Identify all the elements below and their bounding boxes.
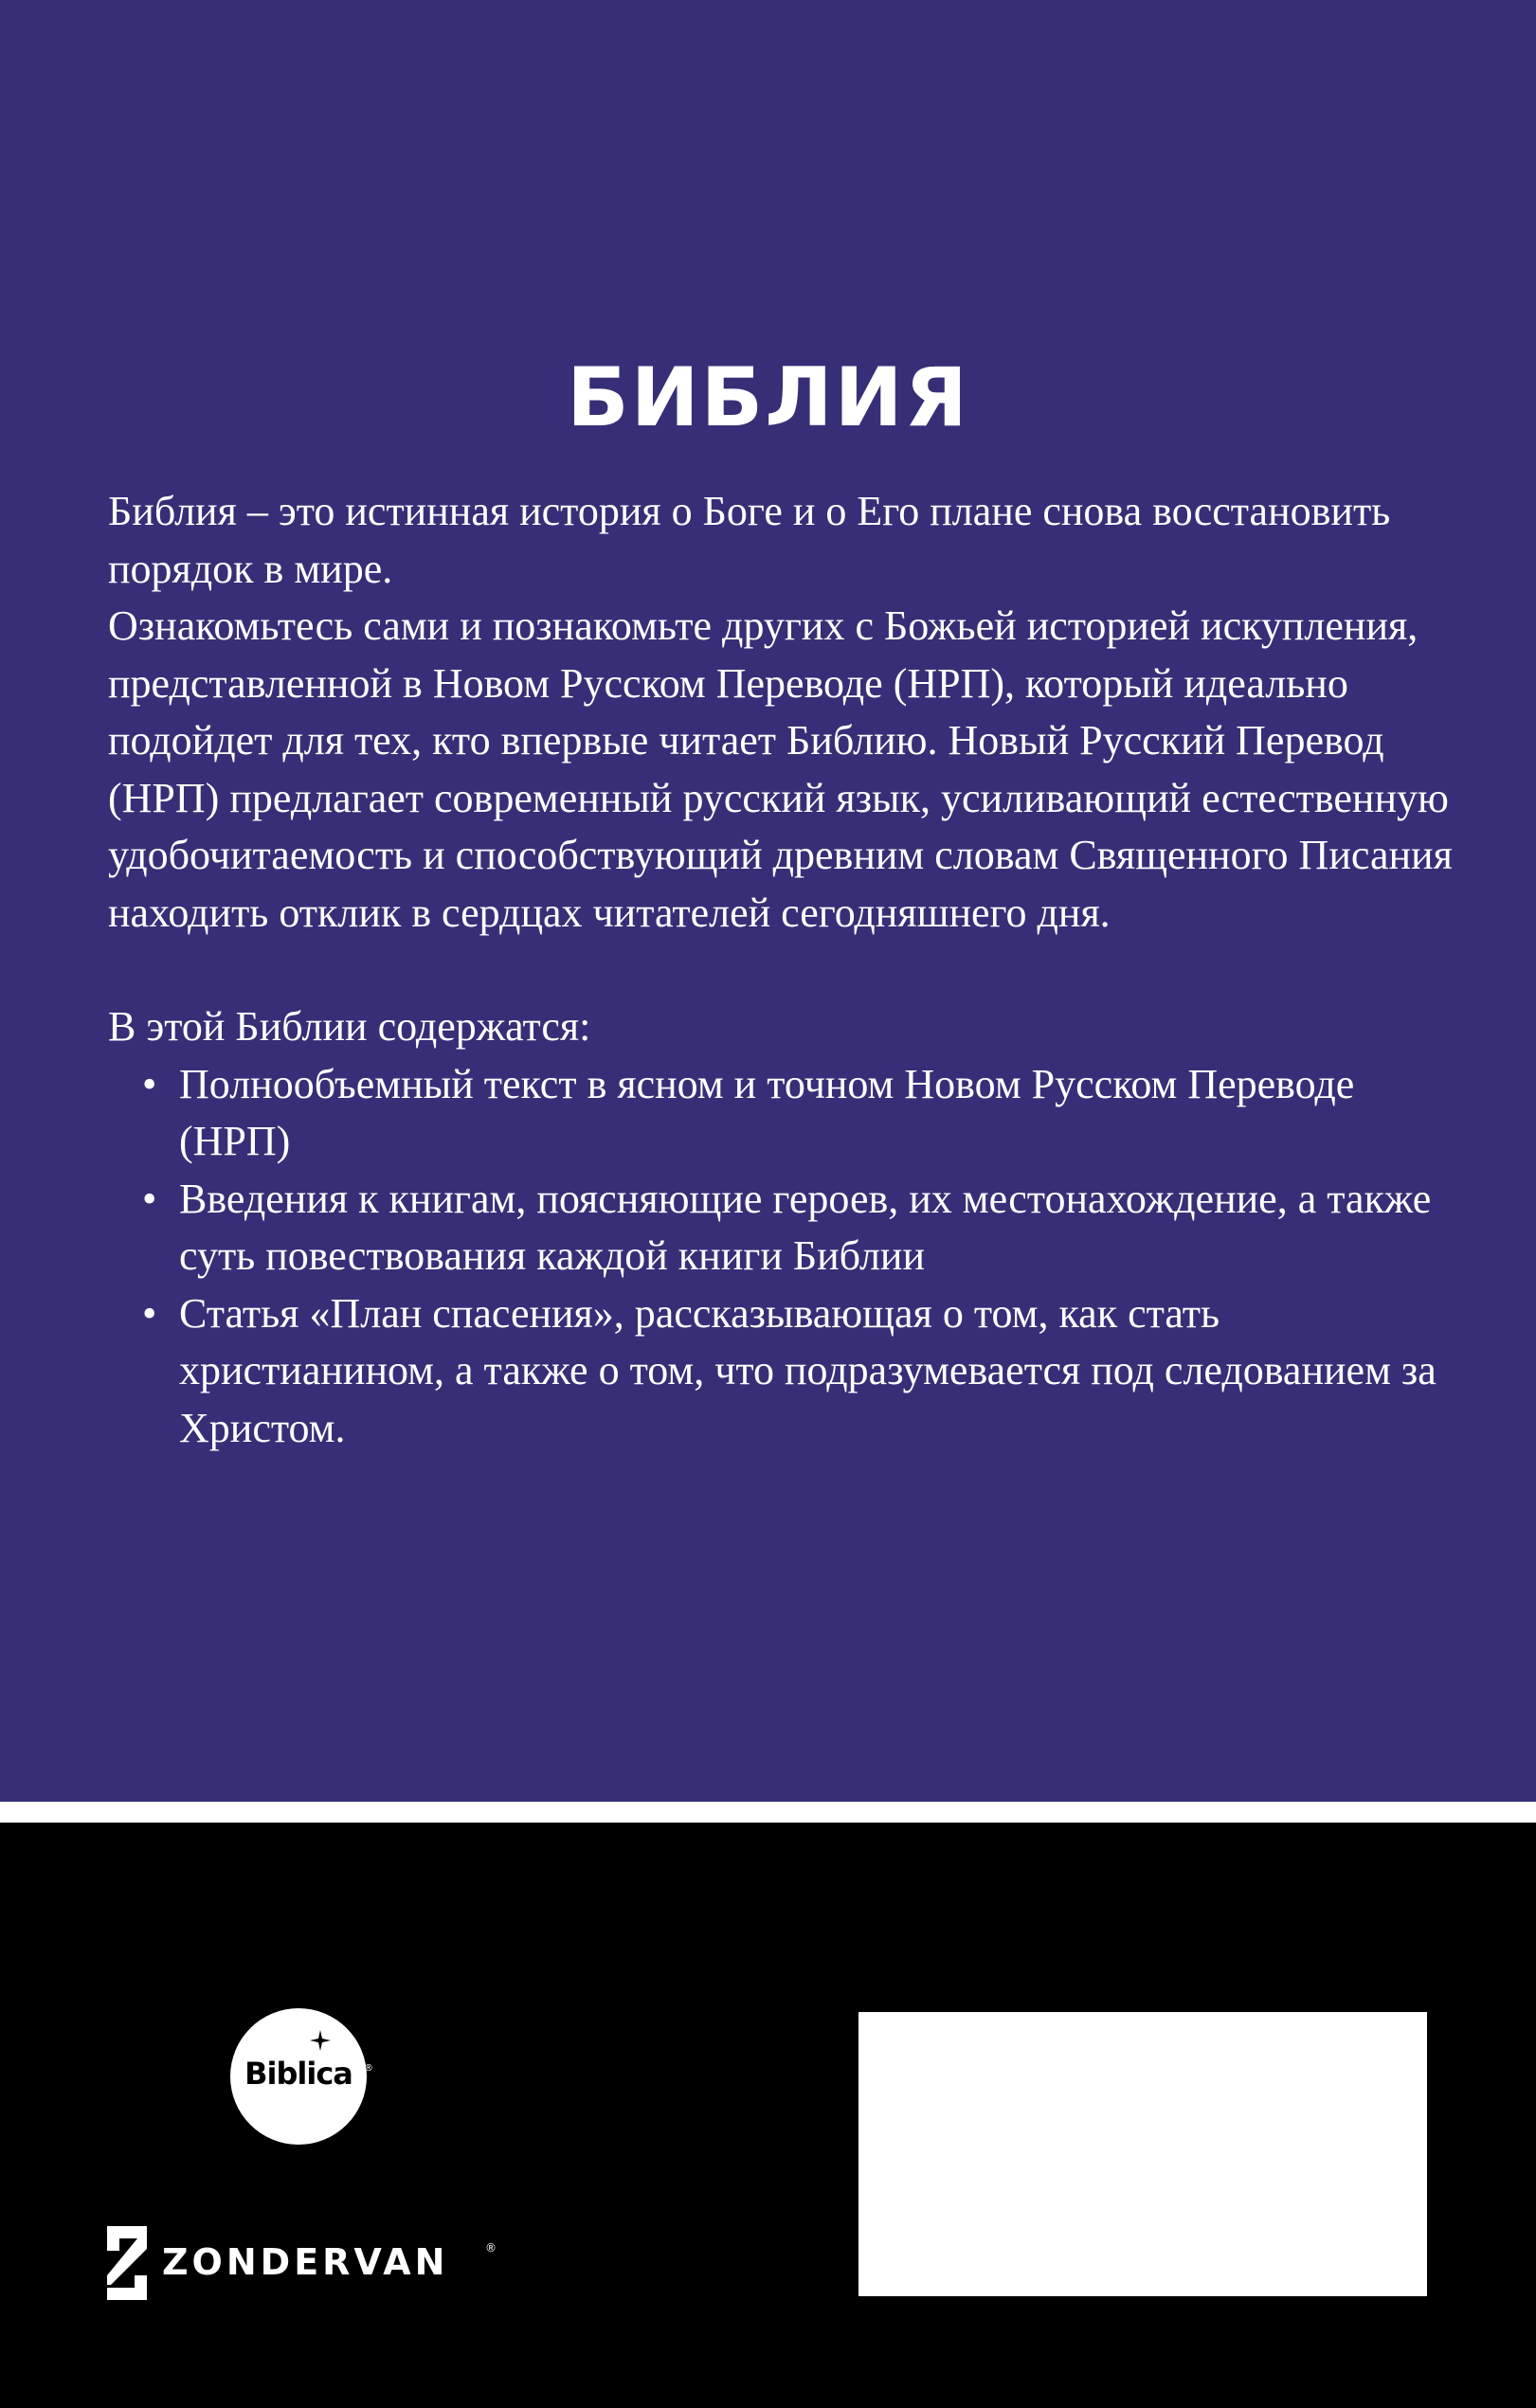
list-item-text: Полнообъемный текст в ясном и точном Новом Русском Переводе (НРП) bbox=[179, 1060, 1355, 1164]
list-item-text: Введения к книгам, поясняющие героев, их местонахождение, а также суть повествования каждой книги Библии bbox=[179, 1175, 1432, 1279]
description-block bbox=[108, 483, 1454, 1457]
list-item bbox=[108, 1171, 1454, 1285]
barcode-placeholder bbox=[858, 2012, 1427, 2296]
white-divider bbox=[0, 1802, 1536, 1823]
zondervan-logo-text: ZONDERVAN bbox=[162, 2241, 449, 2283]
bullet-icon: • bbox=[142, 1289, 157, 1337]
list-item-text: Статья «План спасения», рассказывающая о том, как стать христианином, а также о том, что подразумевается под следованием за Христом. bbox=[179, 1289, 1437, 1451]
bullet-icon: • bbox=[142, 1060, 157, 1107]
zondervan-registered-mark: ® bbox=[485, 2241, 497, 2255]
zondervan-z-mark-icon bbox=[107, 2226, 147, 2300]
bullet-icon: • bbox=[142, 1175, 157, 1222]
contents-list bbox=[108, 1056, 1454, 1458]
list-item bbox=[108, 1285, 1454, 1458]
biblica-registered-mark: ® bbox=[364, 2063, 373, 2074]
contents-heading: В этой Библии содержатся: bbox=[108, 1003, 591, 1050]
list-item bbox=[108, 1056, 1454, 1171]
star-sparkle-icon bbox=[310, 2030, 331, 2051]
paragraph-gap bbox=[108, 942, 1454, 998]
biblica-logo bbox=[230, 2008, 367, 2145]
intro-paragraph-2: Ознакомьтесь сами и познакомьте других с Божьей историей искупления, представленной в Новом Русском Переводе (НРП), который идеально подойдет для тех, кто впервые читает Библию. Новый Русский Перевод (НРП) предлагает современный русский язык, усиливающий естественную удобочитаемость и способствующий древним словам Священного Писания находить отклик в сердцах читателей сегодняшнего дня. bbox=[108, 602, 1453, 936]
book-title: БИБЛИЯ bbox=[567, 350, 969, 445]
intro-paragraph-1: Библия – это истинная история о Боге и о Его плане снова восстановить порядок в мире. bbox=[108, 488, 1391, 592]
biblica-logo-text: Biblica bbox=[244, 2056, 352, 2092]
